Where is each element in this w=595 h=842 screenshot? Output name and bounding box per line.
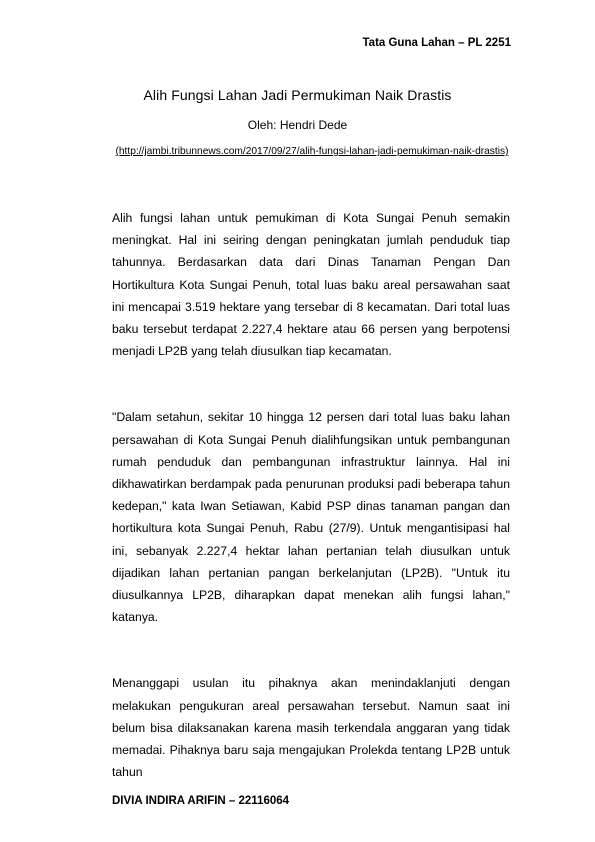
- course-header: Tata Guna Lahan – PL 2251: [362, 37, 511, 49]
- paragraph-2: "Dalam setahun, sekitar 10 hingga 12 persen dari total luas baku lahan persawahan di Kota Sungai Penuh dialihfungsikan untuk pembangunan rumah penduduk dan pembangunan infrastruktur lainnya. Hal ini dikhawatirkan berdampak pada penurunan produksi padi beberapa tahun kedepan," kata Iwan Setiawan, Kabid PSP dinas tanaman pangan dan hortikultura kota Sungai Penuh, Rabu (27/9). Untuk mengantisipasi hal ini, sebanyak 2.227,4 hektar lahan pertanian telah diusulkan untuk dijadikan lahan pertanian pangan berkelanjutan (LP2B). "Untuk itu diusulkannya LP2B, diharapkan dapat menekan alih fungsi lahan," katanya.: [112, 410, 510, 625]
- source-link[interactable]: (http://jambi.tribunnews.com/2017/09/27/alih-fungsi-lahan-jadi-pemukiman-naik-drastis): [115, 146, 509, 157]
- article-author: Oleh: Hendri Dede: [247, 118, 348, 132]
- article-body: [112, 207, 510, 827]
- author-footer: DIVIA INDIRA ARIFIN – 22116064: [112, 795, 290, 807]
- paragraph-3: Menanggapi usulan itu pihaknya akan menindaklanjuti dengan melakukan pengukuran areal persawahan tersebut. Namun saat ini belum bisa dilaksanakan karena masih terkendala anggaran yang tidak memadai. Pihaknya baru saja mengajukan Prolekda tentang LP2B untuk tahun: [112, 676, 510, 780]
- paragraph-1: Alih fungsi lahan untuk pemukiman di Kota Sungai Penuh semakin meningkat. Hal ini seiring dengan peningkatan jumlah penduduk tiap tahunnya. Berdasarkan data dari Dinas Tanaman Pengan Dan Hortikultura Kota Sungai Penuh, total luas baku areal persawahan saat ini mencapai 3.519 hektare yang tersebar di 8 kecamatan. Dari total luas baku tersebut terdapat 2.227,4 hektare atau 66 persen yang berpotensi menjadi LP2B yang telah diusulkan tiap kecamatan.: [112, 211, 510, 359]
- article-title: Alih Fungsi Lahan Jadi Permukiman Naik Drastis: [143, 87, 452, 103]
